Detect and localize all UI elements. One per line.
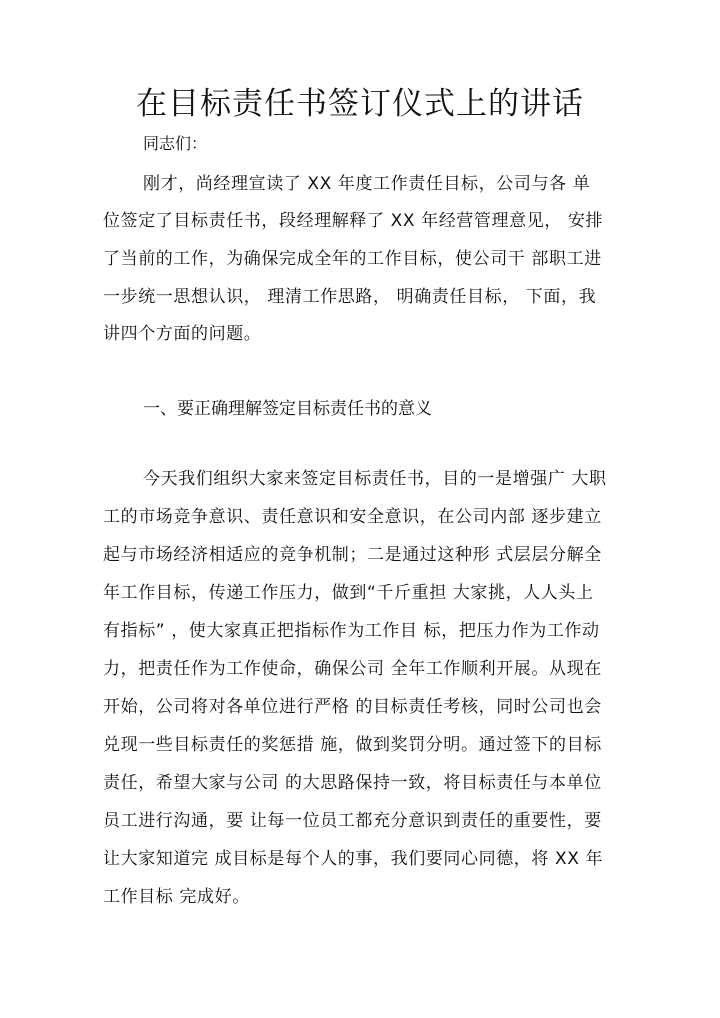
section-heading: 一、要正确理解签定目标责任书的意义 bbox=[143, 399, 432, 419]
paragraph-line: 开始，公司将对各单位进行严格 的目标责任考核，同时公司也会 bbox=[103, 697, 602, 717]
paragraph-line: 力，把责任作为工作使命，确保公司 全年工作顺利开展。从现在 bbox=[103, 659, 602, 679]
paragraph-line: 兑现一些目标责任的奖惩措 施，做到奖罚分明。通过签下的目标 bbox=[103, 735, 602, 755]
paragraph-line: 起与市场经济相适应的竞争机制；二是通过这种形 式层层分解全 bbox=[103, 545, 602, 565]
paragraph-line: 一步统一思想认识， 理清工作思路， 明确责任目标， 下面，我 bbox=[103, 287, 597, 307]
paragraph-line: 刚才，尚经理宣读了 XX 年度工作责任目标，公司与各 单 bbox=[143, 174, 591, 194]
paragraph-line: 位签定了目标责任书，段经理解释了 XX 年经营管理意见， 安排 bbox=[103, 211, 604, 231]
document-title: 在目标责任书签订仪式上的讲话 bbox=[136, 86, 584, 122]
paragraph-line: 了当前的工作，为确保完成全年的工作目标，使公司干 部职工进 bbox=[103, 249, 602, 269]
paragraph-line: 工的市场竞争意识、责任意识和安全意识，在公司内部 逐步建立 bbox=[103, 507, 602, 527]
paragraph-line: 今天我们组织大家来签定目标责任书，目的一是增强广 大职 bbox=[143, 469, 607, 489]
paragraph-line: 有指标” ，使大家真正把指标作为工作目 标，把压力作为工作动 bbox=[103, 621, 600, 641]
paragraph-line: 责任，希望大家与公司 的大思路保持一致，将目标责任与本单位 bbox=[103, 773, 602, 793]
salutation: 同志们： bbox=[143, 134, 208, 153]
paragraph-line: 让大家知道完 成目标是每个人的事，我们要同心同德，将 XX 年 bbox=[103, 849, 604, 869]
paragraph-line: 工作目标 完成好。 bbox=[103, 887, 250, 907]
paragraph-line: 员工进行沟通，要 让每一位员工都充分意识到责任的重要性，要 bbox=[103, 811, 602, 831]
paragraph-line: 讲四个方面的问题。 bbox=[103, 324, 262, 344]
paragraph-line: 年工作目标，传递工作压力，做到“千斤重担 大家挑，人人头上 bbox=[103, 583, 594, 603]
